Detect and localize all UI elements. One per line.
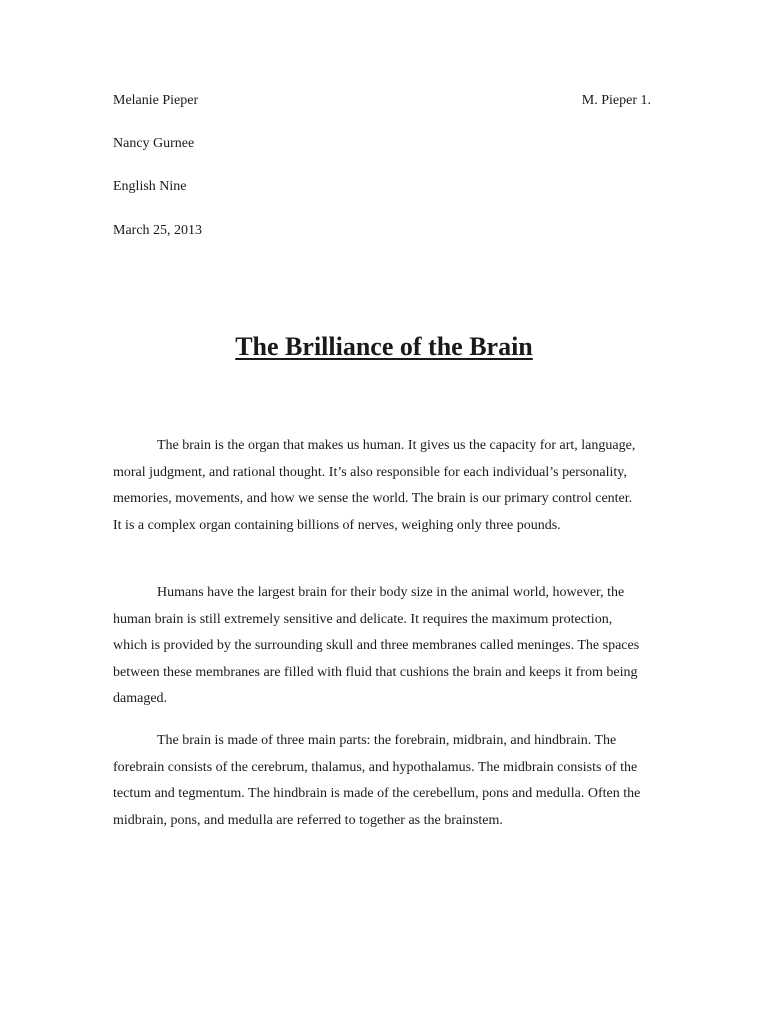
document-date: March 25, 2013 <box>113 223 203 238</box>
course-name: English Nine <box>113 179 187 194</box>
teacher-name: Nancy Gurnee <box>113 136 195 151</box>
paragraph-1: The brain is the organ that makes us human. It gives us the capacity for art, language, moral judgment, and rational thought. It’s also responsible for each individual’s personality, memories, movements, and how we sense the world. The brain is our primary control center. It is a complex organ containing billions of nerves, weighing only three pounds. <box>113 438 636 533</box>
document-title <box>0 332 768 362</box>
document-title-text: The Brilliance of the Brain <box>235 332 533 361</box>
running-head: M. Pieper 1. <box>581 93 651 108</box>
paragraph-3: The brain is made of three main parts: the forebrain, midbrain, and hindbrain. The forebrain consists of the cerebrum, thalamus, and hypothalamus. The midbrain consists of the tectum and tegmentum. The hindbrain is made of the cerebellum, pons and medulla. Often the midbrain, pons, and medulla are referred to together as the brainstem. <box>113 733 641 828</box>
paragraph-2: Humans have the largest brain for their body size in the animal world, however, the human brain is still extremely sensitive and delicate. It requires the maximum protection, which is provided by the surrounding skull and three membranes called meninges. The spaces between these membranes are filled with fluid that cushions the brain and keeps it from being damaged. <box>113 585 640 706</box>
author-name: Melanie Pieper <box>113 93 199 108</box>
